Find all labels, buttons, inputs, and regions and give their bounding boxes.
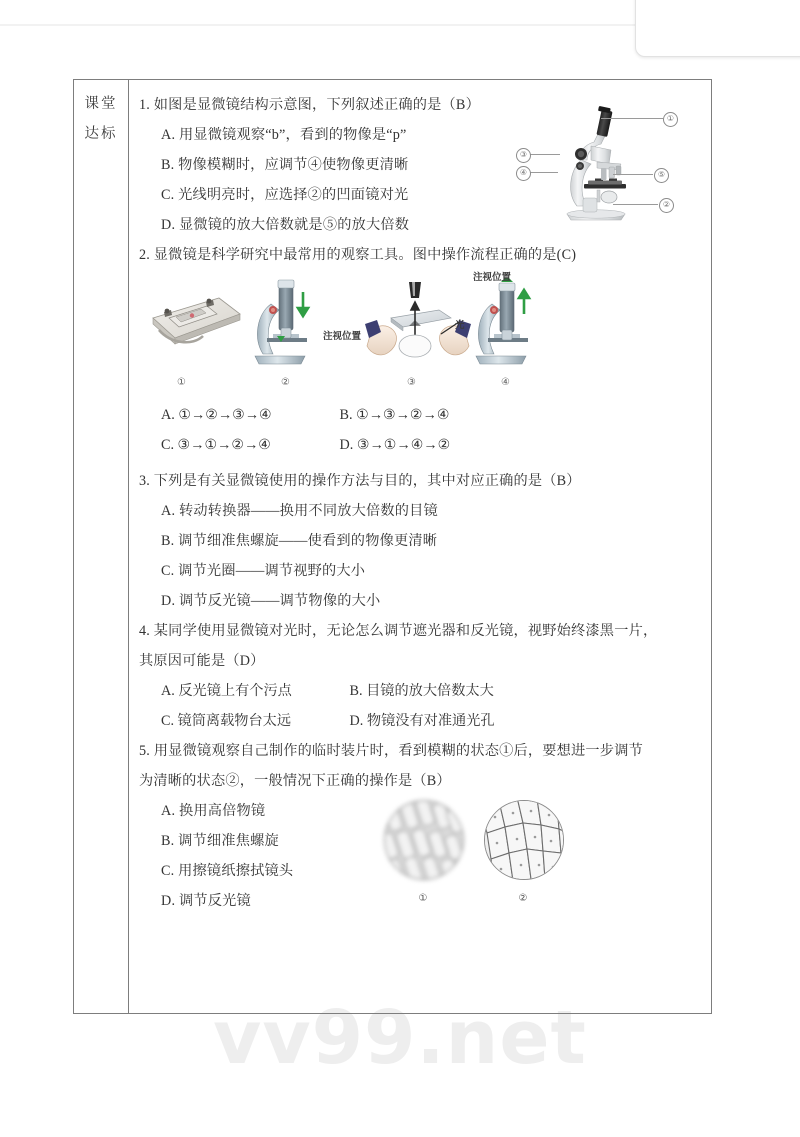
question-3-option-c: C. 调节光圈——调节视野的大小 — [161, 563, 366, 579]
question-2-option-row-2 — [161, 430, 701, 460]
panel-2-caption: 注视位置 — [323, 331, 362, 342]
section-label-line1: 课堂 — [84, 96, 118, 112]
question-4-option-row-1 — [161, 676, 701, 706]
question-4-option-a: A. 反光镜上有个污点 — [161, 683, 292, 699]
question-1-option-a: A. 用显微镜观察“b”，看到的物像是“p” — [161, 127, 407, 143]
section-label-line2: 达标 — [84, 126, 118, 142]
table-row — [74, 80, 712, 1014]
panel-3-caption: 光 — [455, 320, 465, 331]
microscope-operation-flow-diagram — [145, 272, 535, 388]
top-right-overlay-panel — [635, 0, 800, 57]
question-2-option-row-1 — [161, 400, 701, 430]
question-1-stem: 1. 如图是显微镜结构示意图，下列叙述正确的是（B） — [139, 97, 480, 113]
panel-4-caption: 注视位置 — [473, 272, 512, 283]
leader-line-5 — [613, 174, 653, 175]
question-4-option-d: D. 物镜没有对准通光孔 — [349, 713, 495, 729]
question-3 — [139, 466, 701, 616]
callout-1: ① — [663, 112, 678, 127]
panel-3-number: ③ — [407, 377, 416, 388]
field-view-1-caption: ① — [418, 893, 428, 904]
callout-4: ④ — [516, 166, 531, 181]
leader-line-2 — [613, 204, 658, 205]
panel-2-number: ② — [281, 377, 290, 388]
question-5 — [139, 736, 701, 916]
top-divider-strip — [0, 24, 640, 26]
question-5-option-b: B. 调节细准焦螺旋 — [161, 833, 279, 849]
field-view-sharp — [484, 800, 564, 880]
callout-2: ② — [659, 198, 674, 213]
question-2 — [139, 240, 701, 460]
question-2-stem: 2. 显微镜是科学研究中最常用的观察工具。图中操作流程正确的是(C) — [139, 247, 577, 263]
question-3-option-b: B. 调节细准焦螺旋——使看到的物像更清晰 — [161, 533, 438, 549]
question-2-options — [139, 400, 701, 460]
question-1 — [139, 90, 701, 240]
question-4-option-c: C. 镜筒离载物台太远 — [161, 713, 292, 729]
leader-line-4 — [530, 172, 558, 173]
page-watermark: vv99.net — [213, 995, 587, 1081]
leader-line-1 — [601, 118, 663, 119]
field-view-2-caption: ② — [518, 893, 528, 904]
panel-2-microscope-illustration — [249, 276, 319, 368]
worksheet-table — [73, 79, 712, 1014]
question-4-stem-line-2: 其原因可能是（D） — [139, 653, 265, 669]
question-3-option-a: A. 转动转换器——换用不同放大倍数的目镜 — [161, 503, 438, 519]
callout-3: ③ — [516, 148, 531, 163]
question-4-options — [139, 676, 701, 736]
question-1-option-d: D. 显微镜的放大倍数就是⑤的放大倍数 — [161, 217, 410, 233]
panel-4-microscope-illustration — [470, 278, 540, 368]
field-view-blurry — [384, 800, 464, 880]
question-1-option-b: B. 物像模糊时，应调节④使物像更清晰 — [161, 157, 409, 173]
question-2-option-a: A. ①→②→③→④ — [161, 407, 272, 423]
question-4-stem-line-1: 4. 某同学使用显微镜对光时，无论怎么调节遮光器和反光镜，视野始终漆黑一片， — [139, 623, 658, 639]
questions-cell — [129, 80, 712, 1014]
question-5-option-a: A. 换用高倍物镜 — [161, 803, 266, 819]
question-3-option-d: D. 调节反光镜——调节物像的大小 — [161, 593, 381, 609]
worksheet-container — [73, 79, 712, 1014]
question-5-option-c: C. 用擦镜纸擦拭镜头 — [161, 863, 294, 879]
question-5-option-d: D. 调节反光镜 — [161, 893, 251, 909]
cell-field-view-comparison — [384, 800, 574, 918]
question-5-stem-line-1: 5. 用显微镜观察自己制作的临时装片时，看到模糊的状态①后，要想进一步调节 — [139, 743, 643, 759]
question-4 — [139, 616, 701, 736]
question-5-stem-line-2: 为清晰的状态②，一般情况下正确的操作是（B） — [139, 773, 451, 789]
question-4-option-row-2 — [161, 706, 701, 736]
question-3-stem: 3. 下列是有关显微镜使用的操作方法与目的，其中对应正确的是（B） — [139, 473, 581, 489]
panel-1-stage-illustration — [145, 284, 243, 362]
question-1-option-c: C. 光线明亮时，应选择②的凹面镜对光 — [161, 187, 409, 203]
leader-line-3 — [530, 154, 560, 155]
callout-5: ⑤ — [654, 168, 669, 183]
question-2-option-c: C. ③→①→②→④ — [161, 437, 271, 453]
panel-1-number: ① — [177, 377, 186, 388]
microscope-structure-diagram — [513, 98, 693, 226]
question-2-option-b: B. ①→③→②→④ — [339, 407, 450, 423]
question-2-option-d: D. ③→①→④→② — [339, 437, 451, 453]
question-4-option-b: B. 目镜的放大倍数太大 — [349, 683, 494, 699]
section-label-cell — [74, 80, 129, 1014]
panel-4-number: ④ — [501, 377, 510, 388]
